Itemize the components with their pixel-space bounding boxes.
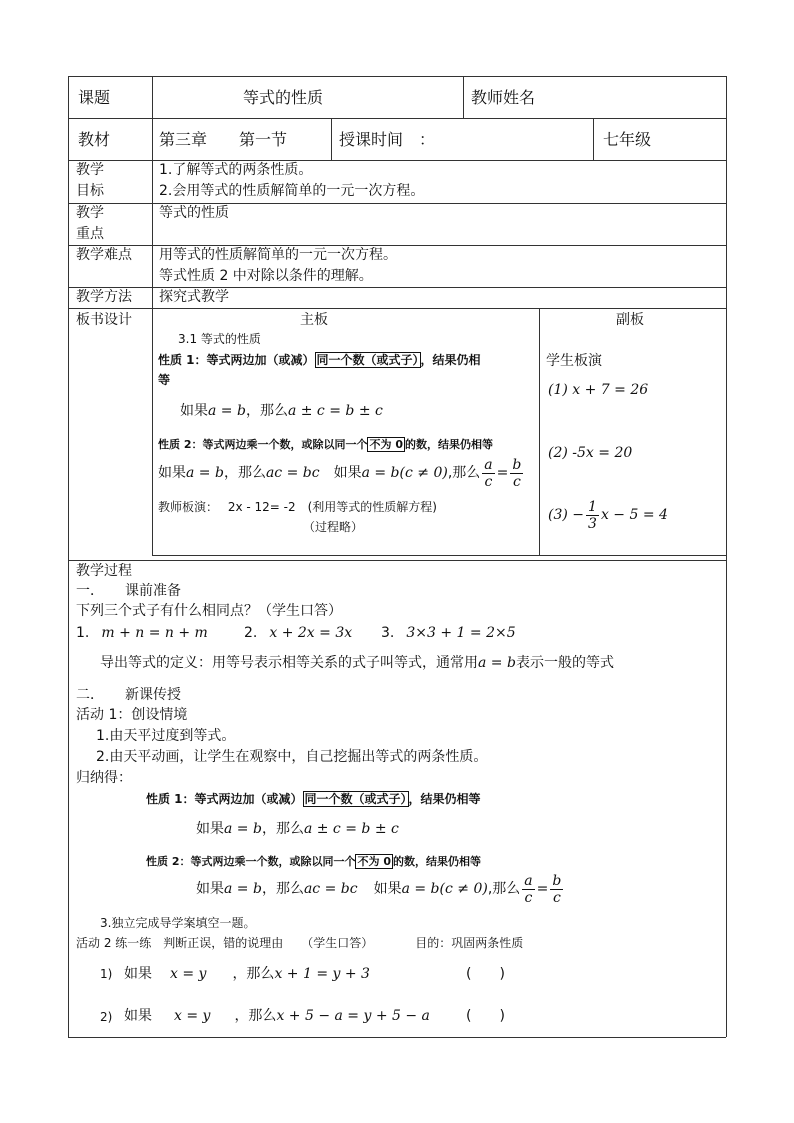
goals-label-2: 目标 [76,183,104,199]
section-1-heading: 一． 课前准备 [76,583,181,599]
board-formula-2: 如果 a = b ，那么 ac = bc 如果 a = b(c ≠ 0) ,那么 $\frac{a}{c}$ = $\frac{b}{c}$ [158,457,522,490]
side-equation-3: (3) − $\frac{1}{3}$ x − 5 = 4 [548,499,668,532]
example-2: 2. x + 2x = 3x [244,625,353,641]
board-property-1-wrap: 等 [158,373,171,387]
exercise-1-number: 1) [100,967,113,981]
difficulty-label: 教学难点 [76,247,132,263]
exercise-2-answer[interactable]: ( ) [466,1008,505,1024]
equation-definition: 导出等式的定义：用等号表示相等关系的式子叫等式，通常用a = b表示一般的等式 [100,655,614,671]
teacher-name-label: 教师姓名 [471,88,536,107]
chapter-section: 第三章 第一节 [159,130,288,149]
board-formula-1: 如果a = b，那么a ± c = b ± c [180,403,383,419]
activity-2-heading: 活动 2 练一练 判断正误，错的说理由 （学生口答） 目的：巩固两条性质 [76,936,524,950]
board-property-2: 性质 2：等式两边乘一个数，或除以同一个 不为 0 的数，结果仍相等 [158,438,493,451]
fraction-a-over-c: $\frac{a}{c}$ [484,457,493,490]
side-equation-2: (2) -5x = 20 [548,445,633,461]
exercise-1: 如果 x = y ，那么x + 1 = y + 3 [124,966,370,982]
boxed-same-number: 同一个数（或式子） [316,353,419,367]
focus-text: 等式的性质 [159,205,229,221]
difficulty-line-2: 等式性质 2 中对除以条件的理解。 [159,268,373,284]
goal-line-1: 1.了解等式的两条性质。 [159,162,313,178]
board-section-heading: 3.1 等式的性质 [178,332,261,346]
question-text: 下列三个式子有什么相同点？（学生口答） [76,603,342,619]
side-equation-1: (1) x + 7 = 26 [548,382,649,398]
board-label: 板书设计 [76,312,132,328]
activity-1-step-2: 2.由天平动画，让学生在观察中，自己挖掘出等式的两条性质。 [96,749,488,765]
example-1: 1. m + n = n + m [76,625,208,641]
side-board-title: 副板 [616,312,644,328]
exercise-2-number: 2) [100,1010,113,1024]
section-2-heading: 二． 新课传授 [76,687,181,703]
method-text: 探究式教学 [159,289,229,305]
lesson-title: 等式的性质 [243,88,324,107]
exercise-2: 如果 x = y ，那么x + 5 − a = y + 5 − a [124,1008,430,1024]
student-demo-label: 学生板演 [546,353,602,369]
process-formula-1: 如果a = b，那么a ± c = b ± c [196,821,399,837]
main-board-title: 主板 [300,312,328,328]
activity-1-step-3: 3.独立完成导学案填空一题。 [100,916,256,930]
process-property-2: 性质 2：等式两边乘一个数，或除以同一个 不为 0 的数，结果仍相等 [146,855,481,868]
process-formula-2: 如果 a = b ，那么 ac = bc 如果 a = b(c ≠ 0) ,那么 $\frac{a}{c}$ = $\frac{b}{c}$ [196,873,562,906]
example-3: 3. 3×3 + 1 = 2×5 [381,625,516,641]
textbook-label: 教材 [78,130,111,149]
subject-label: 课题 [78,88,111,107]
board-property-1: 性质 1：等式两边加（或减） 同一个数（或式子） ，结果仍相 [158,353,481,367]
process-property-1: 性质 1：等式两边加（或减） 同一个数（或式子） ，结果仍相等 [146,792,481,806]
focus-label-1: 教学 [76,205,104,221]
difficulty-line-1: 用等式的性质解简单的一元一次方程。 [159,247,397,263]
activity-1-step-1: 1.由天平过度到等式。 [96,728,236,744]
boxed-not-zero: 不为 0 [369,438,403,451]
process-title: 教学过程 [76,563,132,579]
goals-label-1: 教学 [76,162,104,178]
process-omitted: （过程略） [303,520,364,534]
method-label: 教学方法 [76,289,132,305]
activity-1-heading: 活动 1：创设情境 [76,707,188,723]
summary-label: 归纳得： [76,770,132,786]
goal-line-2: 2.会用等式的性质解简单的一元一次方程。 [159,183,425,199]
grade-label: 七年级 [603,130,652,149]
class-time-label: 授课时间 ： [339,130,436,149]
focus-label-2: 重点 [76,226,104,242]
exercise-1-answer[interactable]: ( ) [466,966,505,982]
fraction-b-over-c: $\frac{b}{c}$ [512,457,522,490]
teacher-demo: 教师板演： 2x - 12= -2 (利用等式的性质解方程) [158,500,437,514]
